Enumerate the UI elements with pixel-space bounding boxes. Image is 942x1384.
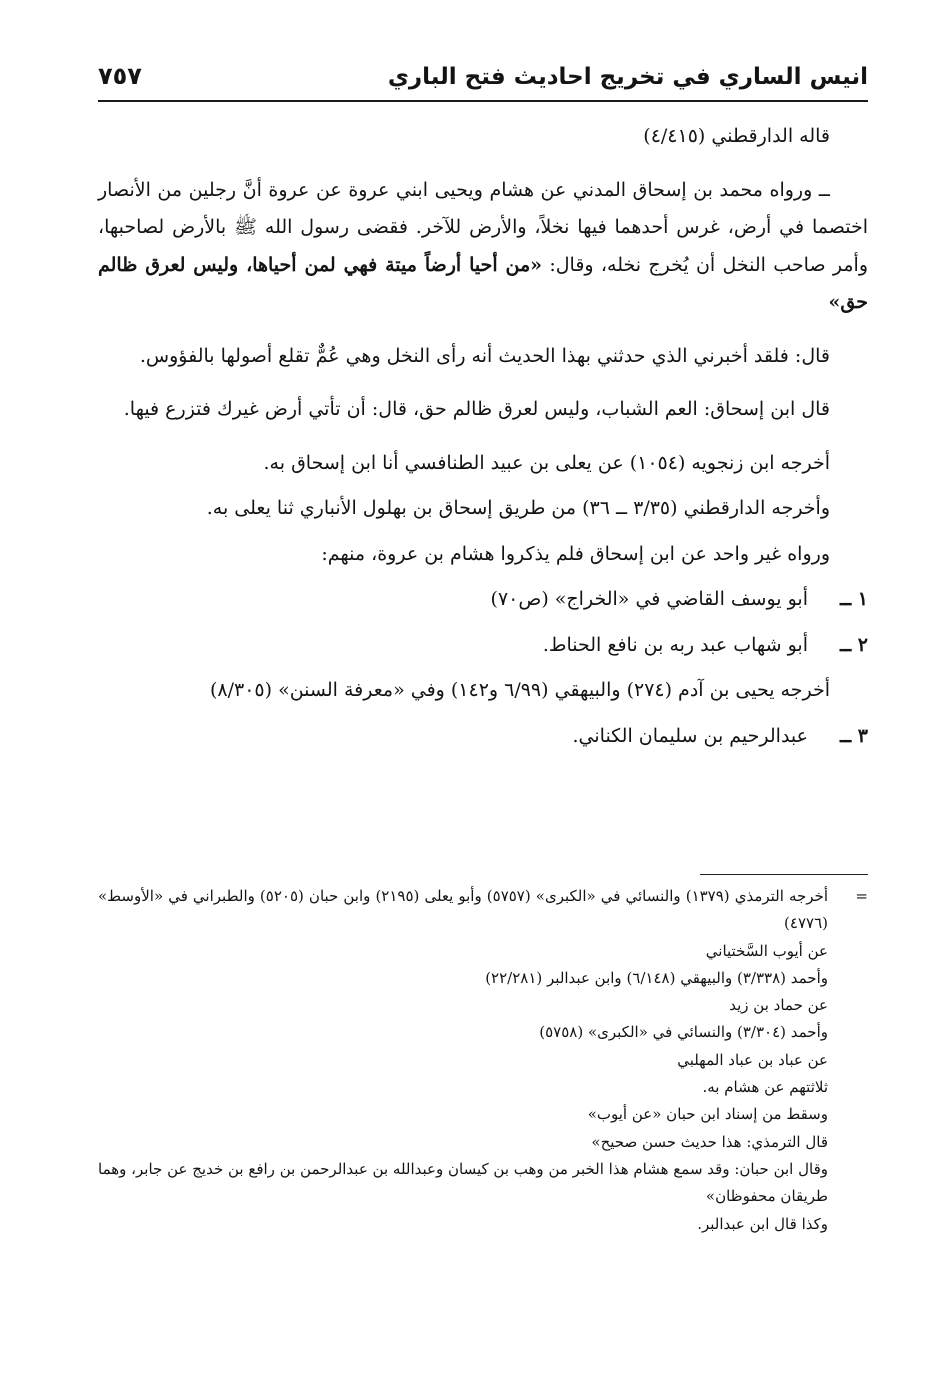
- footnote-line: أخرجه الترمذي (١٣٧٩) والنسائي في «الكبرى» (٥٧٥٧) وأبو يعلى (٢١٩٥) وابن حبان (٥٢٠٥) والطبراني في «الأوسط» (٤٧٧٦): [98, 887, 828, 933]
- hadith-quote: «من أحيا أرضاً ميتة فهي لمن أحياها، وليس لعرق ظالم حق»: [98, 253, 868, 313]
- paragraph-ibn-ishaq: قال ابن إسحاق: العم الشباب، وليس لعرق ظالم حق، قال: أن تأتي أرض غيرك فتزرع فيها.: [123, 398, 830, 420]
- footnote-line: عن عباد بن عباد المهلبي: [677, 1050, 828, 1069]
- paragraph-narrators-intro: ورواه غير واحد عن ابن إسحاق فلم يذكروا هشام بن عروة، منهم:: [321, 542, 830, 565]
- footnote-line: عن أيوب السَّختياني: [705, 941, 828, 960]
- book-title: انيس الساري في تخريج احاديث فتح الباري: [387, 64, 868, 90]
- footnote-body: [98, 883, 868, 1238]
- paragraph-takhrij-3: أخرجه يحيى بن آدم (٢٧٤) والبيهقي (٦/٩٩ و١٤٢) وفي «معرفة السنن» (٨/٣٠٥): [209, 679, 830, 701]
- list-number: ١ ــ: [840, 588, 868, 610]
- page-number: ٧٥٧: [98, 62, 142, 90]
- list-text: أبو يوسف القاضي في «الخراج» (ص٧٠): [490, 588, 808, 610]
- footnote-line: وسقط من إسناد ابن حبان «عن أيوب»: [587, 1105, 828, 1124]
- hadith-narration: ــ ورواه محمد بن إسحاق المدني عن هشام ويحيى ابني عروة عن عروة أنَّ رجلين من الأنصار اختصما في أرض، غرس أحدهما فيها نخلاً، والأرض للآخر. فقضى رسول الله ﷺ بالأرض لصاحبها، وأمر صاحب النخل أن يُخرج نخله، وقال:: [98, 178, 868, 276]
- footnote-separator: [700, 874, 868, 875]
- paragraph-source-note: قاله الدارقطني (٤/٤١٥): [643, 125, 830, 147]
- list-item: [98, 581, 868, 619]
- footnote-line: قال الترمذي: هذا حديث حسن صحيح»: [591, 1132, 828, 1151]
- list-number: ٢ ــ: [840, 633, 868, 656]
- paragraph-narrator-comment: قال: فلقد أخبرني الذي حدثني بهذا الحديث أنه رأى النخل وهي عُمٌّ تقلع أصولها بالفؤوس.: [139, 344, 830, 367]
- footnote-line: عن حماد بن زيد: [729, 996, 828, 1015]
- footnote-line: وأحمد (٣/٣٣٨) والبيهقي (٦/١٤٨) وابن عبدالبر (٢٢/٢٨١): [485, 968, 828, 987]
- footnote-continuation-marker: =: [855, 887, 868, 905]
- running-header: [98, 60, 868, 102]
- footnotes: [98, 883, 868, 1238]
- footnote-line: وأحمد (٣/٣٠٤) والنسائي في «الكبرى» (٥٧٥٨): [539, 1023, 828, 1042]
- list-item: [98, 627, 868, 665]
- list-item: [98, 718, 868, 756]
- main-text: [98, 118, 868, 755]
- list-text: أبو شهاب عبد ربه بن نافع الحناط.: [542, 633, 808, 656]
- paragraph-takhrij-1: أخرجه ابن زنجويه (١٠٥٤) عن يعلى بن عبيد الطنافسي أنا ابن إسحاق به.: [263, 451, 830, 474]
- footnote-line: وقال ابن حبان: وقد سمع هشام هذا الخبر من وهب بن كيسان وعبدالله بن عبدالرحمن بن رافع بن خديج عن جابر، وهما طريقان محفوظان»: [98, 1159, 828, 1206]
- paragraph-takhrij-2: وأخرجه الدارقطني (٣/٣٥ ــ ٣٦) من طريق إسحاق بن بهلول الأنباري ثنا يعلى به.: [206, 497, 830, 519]
- list-number: ٣ ــ: [840, 724, 868, 747]
- footnote-line: ثلاثتهم عن هشام به.: [702, 1078, 828, 1097]
- list-text: عبدالرحيم بن سليمان الكناني.: [572, 724, 808, 747]
- footnote-line: وكذا قال ابن عبدالبر.: [697, 1214, 828, 1233]
- paragraph-hadith: [98, 172, 868, 322]
